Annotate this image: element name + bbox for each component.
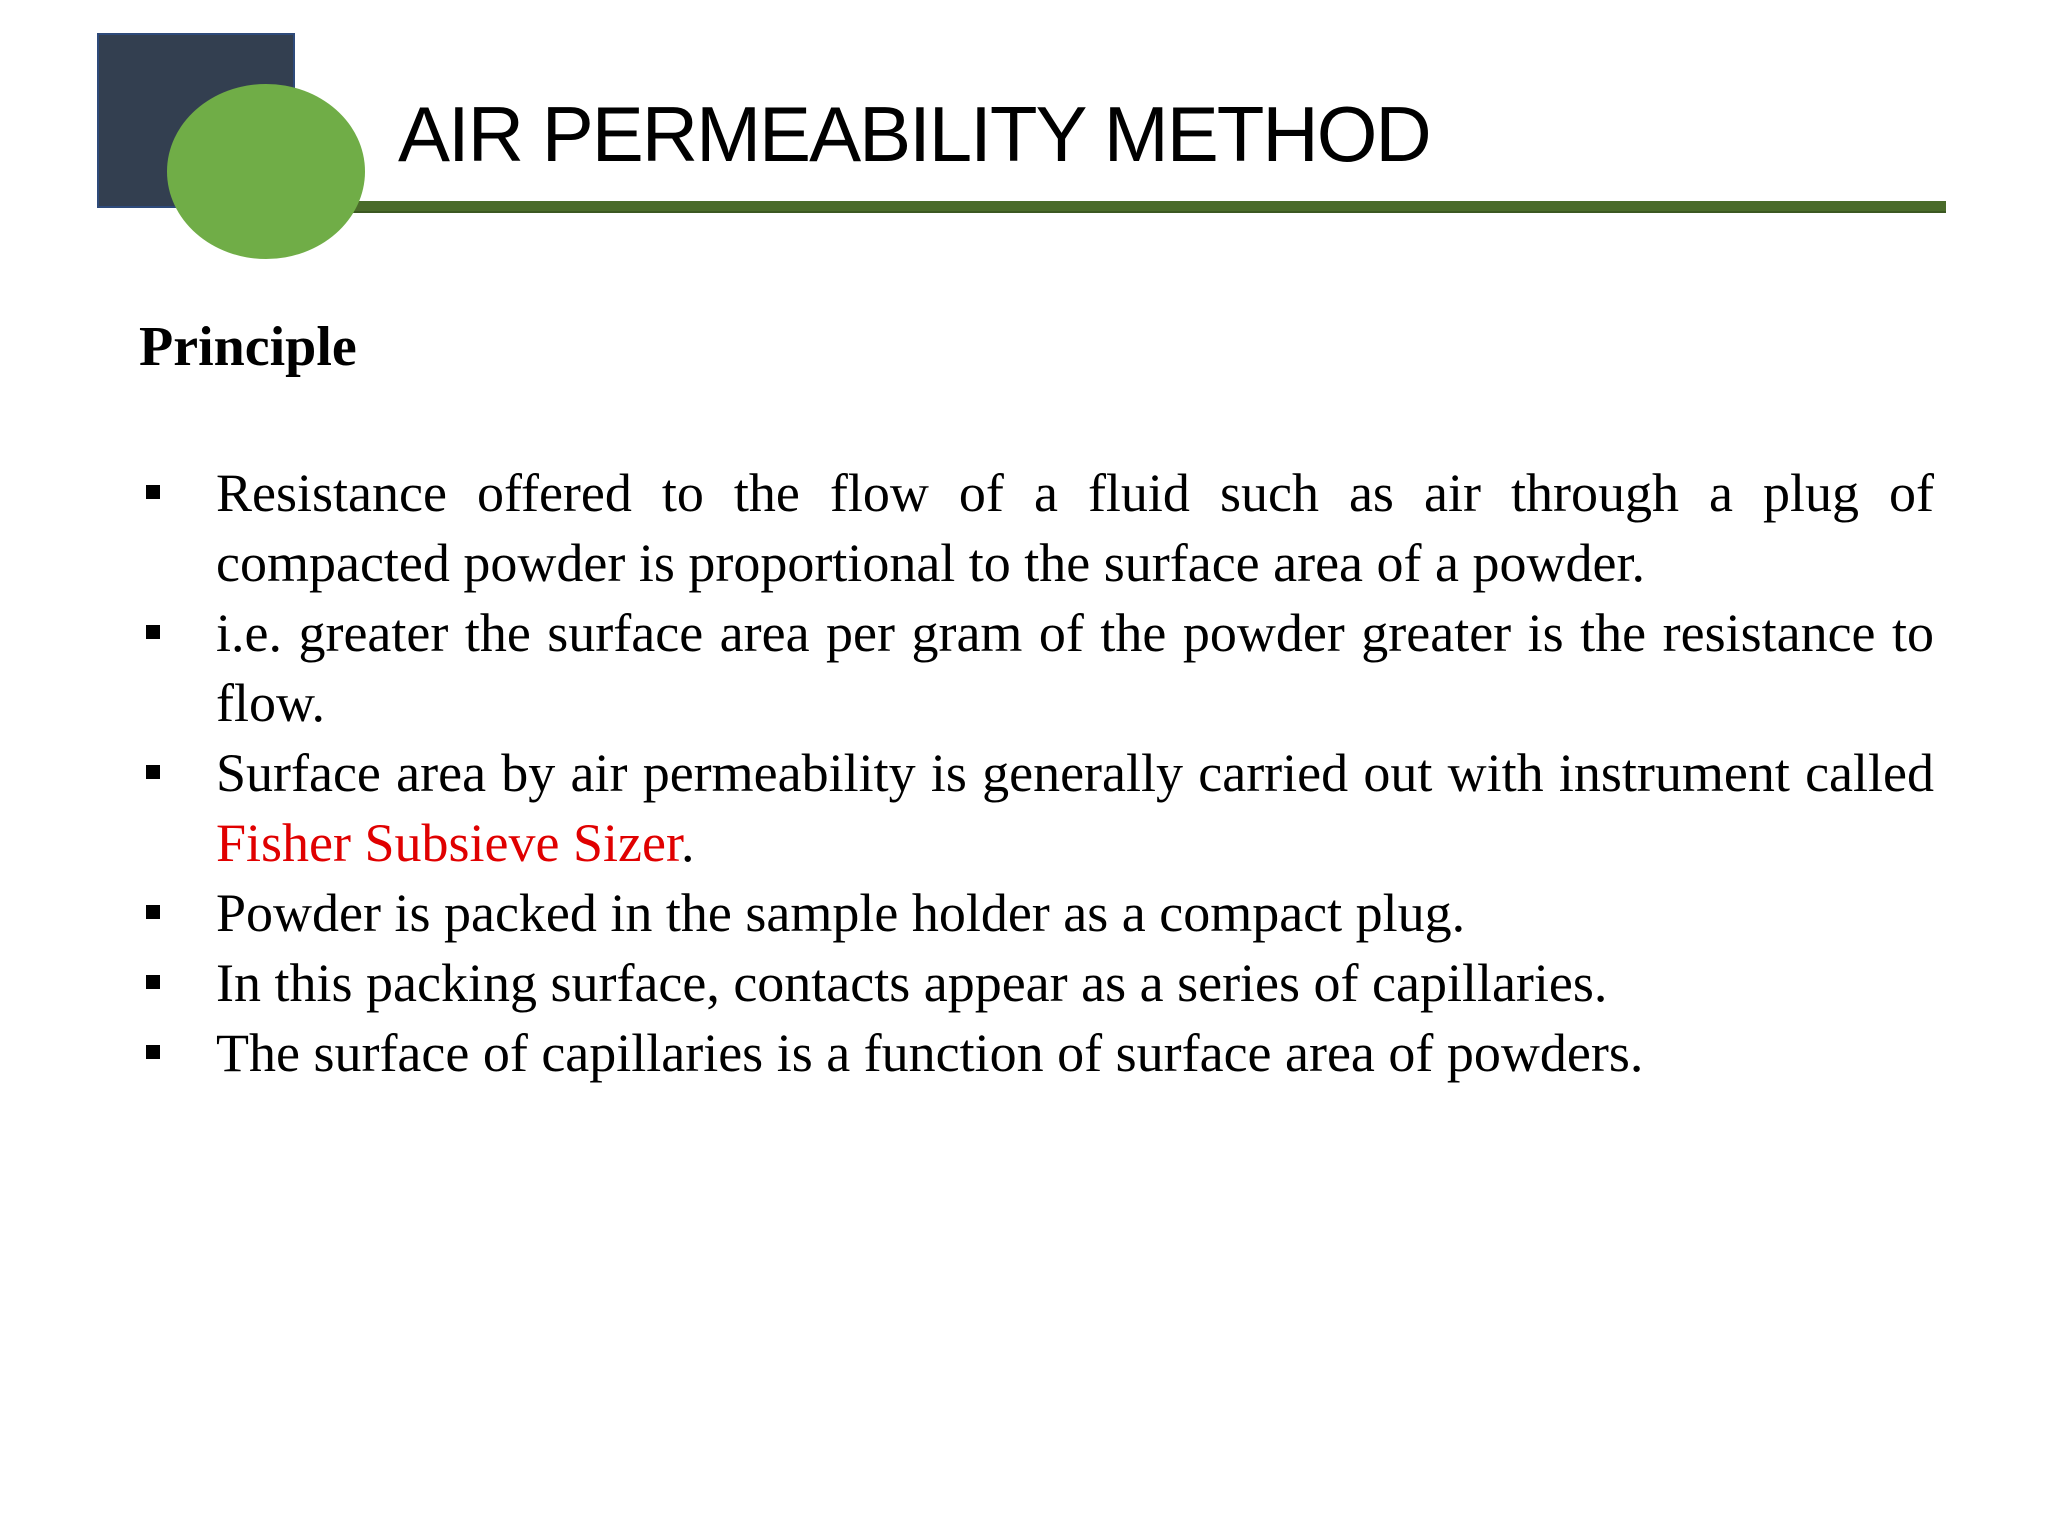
bullet-text: The surface of capillaries is a function of surface area of powders. [216, 1023, 1644, 1083]
square-bullet-icon [146, 1045, 160, 1059]
square-bullet-icon [146, 765, 160, 779]
slide-title: AIR PERMEABILITY METHOD [398, 90, 1430, 178]
bullet-item [139, 598, 1934, 738]
bullet-item [139, 738, 1934, 878]
section-heading: Principle [139, 316, 357, 378]
highlighted-instrument-name: Fisher Subsieve Sizer [216, 813, 681, 873]
title-underline [352, 201, 1946, 213]
bullet-item [139, 948, 1934, 1018]
bullet-item [139, 1018, 1934, 1088]
bullet-text: i.e. greater the surface area per gram of the powder greater is the resistance to flow. [216, 603, 1934, 733]
bullet-text: Powder is packed in the sample holder as a compact plug. [216, 883, 1466, 943]
bullet-text: Surface area by air permeability is generally carried out with instrument called [216, 743, 1934, 803]
square-bullet-icon [146, 485, 160, 499]
bullet-item [139, 458, 1934, 598]
square-bullet-icon [146, 625, 160, 639]
bullet-text-end: . [680, 813, 695, 873]
bullet-text: In this packing surface, contacts appear as a series of capillaries. [216, 953, 1608, 1013]
square-bullet-icon [146, 975, 160, 989]
bullet-text: Resistance offered to the flow of a fluid such as air through a plug of compacted powder is proportional to the surface area of a powder. [216, 463, 1934, 593]
decorative-circle [167, 84, 365, 259]
bullet-item [139, 878, 1934, 948]
square-bullet-icon [146, 905, 160, 919]
bullet-list [139, 458, 1934, 1088]
